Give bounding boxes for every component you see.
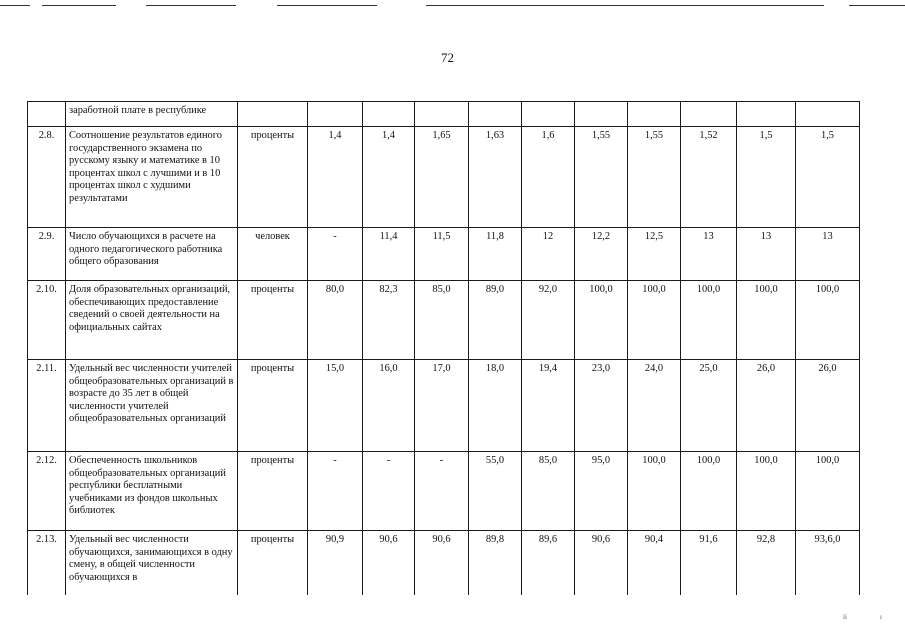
row-value: 13 xyxy=(681,228,737,281)
table-row xyxy=(28,281,860,360)
row-value: 80,0 xyxy=(308,281,363,360)
row-value xyxy=(575,102,628,127)
row-unit: проценты xyxy=(238,452,308,531)
table-row xyxy=(28,452,860,531)
row-value: - xyxy=(308,452,363,531)
row-value: 100,0 xyxy=(681,452,737,531)
row-unit: человек xyxy=(238,228,308,281)
row-value: 90,6 xyxy=(575,531,628,595)
row-value: 100,0 xyxy=(628,281,681,360)
row-value: 13 xyxy=(796,228,860,281)
row-value: 1,4 xyxy=(308,127,363,228)
indicators-table xyxy=(27,101,860,595)
row-value: 55,0 xyxy=(469,452,522,531)
row-indicator-name: Удельный вес численности обучающихся, занимающихся в одну смену, в общей численности обучающихся в xyxy=(66,531,238,595)
row-number: 2.12. xyxy=(28,452,66,531)
table-row xyxy=(28,531,860,595)
row-value: 1,52 xyxy=(681,127,737,228)
row-number: 2.9. xyxy=(28,228,66,281)
row-unit: проценты xyxy=(238,531,308,595)
scan-mark: ii xyxy=(843,613,847,621)
row-value: 95,0 xyxy=(575,452,628,531)
row-value: 90,6 xyxy=(415,531,469,595)
row-value: 100,0 xyxy=(681,281,737,360)
row-unit: проценты xyxy=(238,281,308,360)
row-value: 19,4 xyxy=(522,360,575,452)
scan-edge-line xyxy=(426,5,824,6)
row-value: 18,0 xyxy=(469,360,522,452)
row-value: 90,4 xyxy=(628,531,681,595)
row-value xyxy=(363,102,415,127)
row-value: 100,0 xyxy=(796,281,860,360)
row-number: 2.10. xyxy=(28,281,66,360)
row-value xyxy=(737,102,796,127)
row-value xyxy=(415,102,469,127)
page-number: 72 xyxy=(441,50,454,65)
row-value: 26,0 xyxy=(796,360,860,452)
row-value: 11,8 xyxy=(469,228,522,281)
row-value: 92,0 xyxy=(522,281,575,360)
row-value: 11,5 xyxy=(415,228,469,281)
row-value: 12,2 xyxy=(575,228,628,281)
row-value xyxy=(681,102,737,127)
row-value: 90,6 xyxy=(363,531,415,595)
row-value: 11,4 xyxy=(363,228,415,281)
row-value: 1,63 xyxy=(469,127,522,228)
row-value: 100,0 xyxy=(796,452,860,531)
row-value: 89,6 xyxy=(522,531,575,595)
table-row xyxy=(28,360,860,452)
row-value: 1,6 xyxy=(522,127,575,228)
row-value: 12 xyxy=(522,228,575,281)
row-value: 24,0 xyxy=(628,360,681,452)
row-value: 1,55 xyxy=(575,127,628,228)
row-value: 100,0 xyxy=(737,452,796,531)
row-value: 1,5 xyxy=(737,127,796,228)
row-value: 12,5 xyxy=(628,228,681,281)
table-row xyxy=(28,228,860,281)
row-number xyxy=(28,102,66,127)
table-row-continued xyxy=(28,102,860,127)
scan-edge-line xyxy=(849,5,905,6)
row-value: 100,0 xyxy=(737,281,796,360)
row-value: 100,0 xyxy=(628,452,681,531)
row-value: 16,0 xyxy=(363,360,415,452)
row-value: 89,8 xyxy=(469,531,522,595)
row-value xyxy=(308,102,363,127)
row-value: 17,0 xyxy=(415,360,469,452)
row-indicator-name: Удельный вес численности учителей общеобразовательных организаций в возрасте до 35 лет в общей численности учителей общеобразовательных организаций xyxy=(66,360,238,452)
scan-edge-line xyxy=(0,5,30,6)
row-value: 23,0 xyxy=(575,360,628,452)
row-indicator-name: Число обучающихся в расчете на одного педагогического работника общего образования xyxy=(66,228,238,281)
scan-edge-line xyxy=(277,5,377,6)
row-value: 100,0 xyxy=(575,281,628,360)
row-value: 1,55 xyxy=(628,127,681,228)
row-indicator-name: Соотношение результатов единого государственного экзамена по русскому языку и математике в 10 процентах школ с лучшими и в 10 процентах школ с худшими результатами xyxy=(66,127,238,228)
table-body xyxy=(28,102,860,595)
row-unit: проценты xyxy=(238,360,308,452)
scan-edge-line xyxy=(146,5,236,6)
table-row xyxy=(28,127,860,228)
row-value: 1,5 xyxy=(796,127,860,228)
row-number: 2.8. xyxy=(28,127,66,228)
row-value: 92,8 xyxy=(737,531,796,595)
row-value: 1,65 xyxy=(415,127,469,228)
row-value xyxy=(796,102,860,127)
row-value: 85,0 xyxy=(522,452,575,531)
row-unit xyxy=(238,102,308,127)
row-value xyxy=(628,102,681,127)
row-number: 2.13. xyxy=(28,531,66,595)
row-value: - xyxy=(363,452,415,531)
row-value: 13 xyxy=(737,228,796,281)
row-value: 1,4 xyxy=(363,127,415,228)
row-number: 2.11. xyxy=(28,360,66,452)
row-value: 82,3 xyxy=(363,281,415,360)
row-value: 90,9 xyxy=(308,531,363,595)
row-indicator-name: заработной плате в республике xyxy=(66,102,238,127)
row-value: 91,6 xyxy=(681,531,737,595)
row-value: 25,0 xyxy=(681,360,737,452)
row-value: 93,6,0 xyxy=(796,531,860,595)
row-value: 89,0 xyxy=(469,281,522,360)
row-value xyxy=(522,102,575,127)
row-unit: проценты xyxy=(238,127,308,228)
row-value: - xyxy=(415,452,469,531)
scan-edge-line xyxy=(42,5,116,6)
row-indicator-name: Обеспеченность школьников общеобразовательных организаций республики бесплатными учебниками из фондов школьных библиотек xyxy=(66,452,238,531)
row-value: 15,0 xyxy=(308,360,363,452)
row-value: 85,0 xyxy=(415,281,469,360)
scan-mark: ı xyxy=(880,613,882,621)
row-value: - xyxy=(308,228,363,281)
row-value xyxy=(469,102,522,127)
row-indicator-name: Доля образовательных организаций, обеспечивающих предоставление сведений о своей деятельности на официальных сайтах xyxy=(66,281,238,360)
row-value: 26,0 xyxy=(737,360,796,452)
